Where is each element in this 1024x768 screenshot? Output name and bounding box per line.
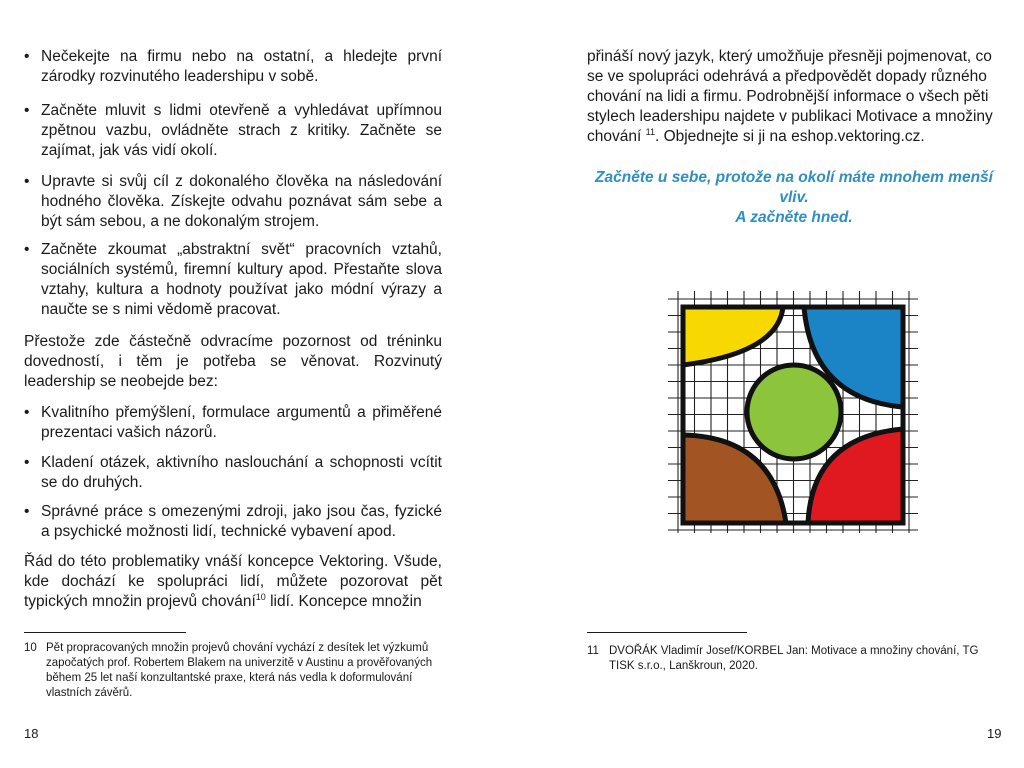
body-paragraph: [24, 552, 442, 612]
footnote-reference: 11: [645, 126, 655, 137]
body-paragraph: Přestože zde částečně odvracíme pozornost od tréninku dovedností, i těm je potřeba se věnovat. Rozvinutý leadership se neobejde bez:: [24, 333, 442, 390]
footnote-text: DVOŘÁK Vladimír Josef/KORBEL Jan: Motivace a množiny chování, TG TISK s.r.o., Lanškroun, 2020.: [609, 645, 979, 672]
paragraph-text: lidí. Koncepce množin: [265, 593, 422, 610]
vektoring-figure: [668, 287, 920, 537]
top-left-quadrant: [683, 307, 783, 365]
bullet-item: [24, 172, 442, 232]
bullet-text: Kvalitního přemýšlení, formulace argumentů a přiměřené prezentaci vašich názorů.: [41, 404, 442, 441]
bullet-marker: •: [24, 48, 30, 65]
bullet-marker: •: [24, 454, 30, 471]
bullet-text: Upravte si svůj cíl z dokonalého člověka na následování hodného člověka. Získejte odvahu poznávat sám sebe a být sám sebou, a ne dokonalým strojem.: [41, 173, 442, 230]
quote-line: Začněte u sebe, protože na okolí máte mnohem menší vliv.: [595, 169, 993, 206]
bullet-text: Správné práce s omezenými zdroji, jako jsou čas, fyzické a psychické možnosti lidí, technické vybavení apod.: [41, 503, 442, 540]
paragraph-text: Řád do této problematiky vnáší koncepce Vektoring. Všude, kde dochází ke spolupráci lidí, můžete pozorovat pět typických množin projevů chování: [24, 553, 442, 610]
paragraph-text: . Objednejte si ji na eshop.vektoring.cz.: [654, 128, 925, 145]
bullet-marker: •: [24, 102, 30, 119]
bullet-item: [24, 101, 442, 161]
paragraph-text: přináší nový jazyk, který umožňuje přesněji pojmenovat, co se ve spolupráci odehrává a předpovědět dopady různého chování na lidi a firmu. Podrobnější informace o všech pěti stylech leadershipu najdete v publikaci Motivace a množiny chování: [587, 48, 993, 145]
page-number: 18: [24, 726, 39, 741]
footnote: [24, 641, 442, 701]
footnote-text: Pět propracovaných množin projevů chování vychází z desítek let výzkumů započatých prof. Robertem Blakem na univerzitě v Austinu a prověřovaných během 25 let naší konzultantské praxe, která nás vedla k doformulování vlastních závěrů.: [46, 642, 433, 699]
footnote-number: 11: [587, 645, 599, 657]
highlight-quote: [587, 168, 1001, 228]
footnote-reference: 10: [255, 591, 266, 602]
body-paragraph: [587, 47, 1001, 147]
quote-line: A začněte hned.: [735, 209, 853, 226]
bullet-text: Začněte mluvit s lidmi otevřeně a vyhledávat upřímnou zpětnou vazbu, ovládněte strach z kritiky. Začněte se zajímat, jak vás vidí okolí.: [41, 102, 442, 159]
bullet-text: Začněte zkoumat „abstraktní svět“ pracovních vztahů, sociálních systémů, firemní kultury apod. Přestaňte slova vztahy, kultura a hodnoty používat jako módní výrazy a naučte se s nimi vědomě pracovat.: [41, 241, 442, 318]
footnote-divider: [587, 632, 747, 633]
bullet-text: Nečekejte na firmu nebo na ostatní, a hledejte první zárodky rozvinutého leadershipu v sobě.: [41, 48, 442, 85]
bullet-item: [24, 240, 442, 320]
bullet-marker: •: [24, 241, 30, 258]
bullet-item: [24, 47, 442, 87]
bullet-text: Kladení otázek, aktivního naslouchání a schopnosti vcítit se do druhých.: [41, 454, 442, 491]
footnote-divider: [24, 632, 186, 633]
bullet-marker: •: [24, 173, 30, 190]
footnote-number: 10: [24, 642, 37, 654]
page-number: 19: [987, 726, 1002, 741]
bullet-item: [24, 502, 442, 542]
footnote: [587, 644, 1001, 674]
bullet-marker: •: [24, 503, 30, 520]
bullet-marker: •: [24, 404, 30, 421]
bullet-item: [24, 403, 442, 443]
bullet-item: [24, 453, 442, 493]
center-circle: [747, 365, 841, 459]
